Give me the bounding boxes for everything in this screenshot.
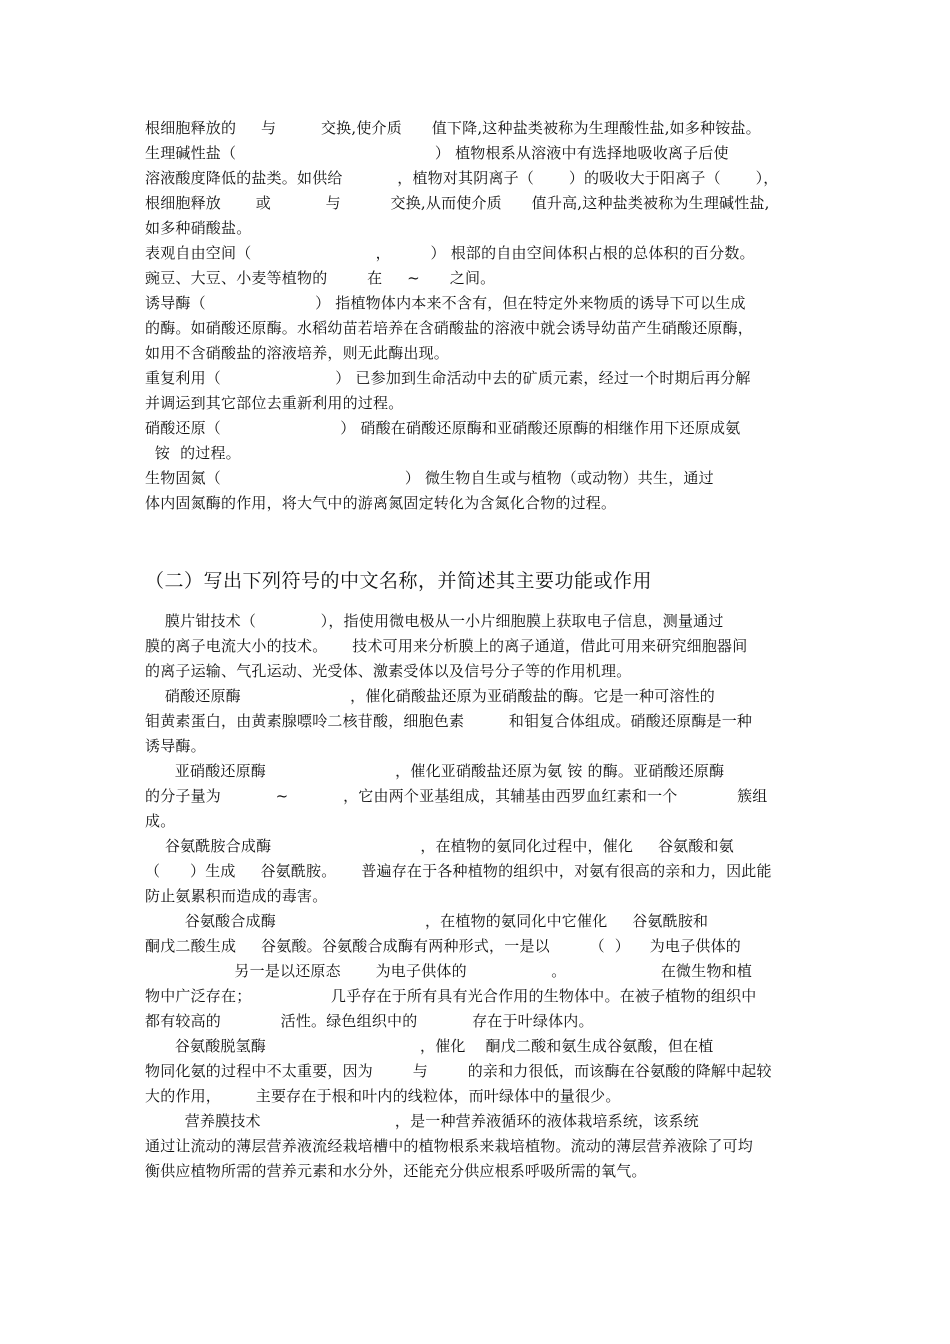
text-line: 物中广泛存在； 几乎存在于所有具有光合作用的生物体中。在被子植物的组织中 [145,987,757,1005]
text-line: 酮戊二酸生成 谷氨酸。谷氨酸合成酶有两种形式，一是以 （ ） 为电子供体的 [145,937,741,955]
text-line: 根细胞释放的 与 交换,使介质 值下降,这种盐类被称为生理酸性盐,如多种铵盐。 [145,119,761,137]
text-line: 硝酸还原酶 ，催化硝酸盐还原为亚硝酸盐的酶。它是一种可溶性的 [145,687,715,705]
text-line: 重复利用（ ） 已参加到生命活动中去的矿质元素，经过一个时期后再分解 [145,369,751,387]
text-line: 铵 的过程。 [145,444,241,462]
text-line: 体内固氮酶的作用，将大气中的游离氮固定转化为含氮化合物的过程。 [145,494,617,512]
text-line: 营养膜技术 ，是一种营养液循环的液体栽培系统，该系统 [145,1112,699,1130]
text-line: 大的作用， 主要存在于根和叶内的线粒体，而叶绿体中的量很少。 [145,1087,621,1105]
text-line: 谷氨酰胺合成酶 ，在植物的氨同化过程中，催化 谷氨酸和氨 [145,837,734,855]
text-line: 根细胞释放 或 与 交换,从而使介质 值升高,这种盐类被称为生理碱性盐, [145,194,770,212]
text-line: 诱导酶。 [145,737,206,755]
text-line: 谷氨酸合成酶 ，在植物的氨同化中它催化 谷氨酰胺和 [145,912,709,930]
text-line: 膜片钳技术（ ），指使用微电极从一小片细胞膜上获取电子信息，测量通过 [145,612,724,630]
text-line: 钼黄素蛋白，由黄素腺嘌呤二核苷酸，细胞色素 和钼复合体组成。硝酸还原酶是一种 [145,712,753,730]
text-line: 成。 [145,812,176,830]
text-line: 诱导酶（ ） 指植物体内本来不含有，但在特定外来物质的诱导下可以生成 [145,294,746,312]
text-line: 表观自由空间（ ， ） 根部的自由空间体积占根的总体积的百分数。 [145,244,755,262]
text-line: 生物固氮（ ） 微生物自生或与植物（或动物）共生，通过 [145,469,714,487]
text-line: 硝酸还原（ ） 硝酸在硝酸还原酶和亚硝酸还原酶的相继作用下还原成氨 [145,419,741,437]
text-line: 亚硝酸还原酶 ，催化亚硝酸盐还原为氨 铵 的酶。亚硝酸还原酶 [145,762,725,780]
text-line: 都有较高的 活性。绿色组织中的 存在于叶绿体内。 [145,1012,594,1030]
text-line: 谷氨酸脱氢酶 ，催化 酮戊二酸和氨生成谷氨酸，但在植 [145,1037,714,1055]
text-line: 另一是以还原态 为电子供体的 。 在微生物和植 [145,962,753,980]
section-2-heading: （二）写出下列符号的中文名称，并简述其主要功能或作用 [145,570,653,592]
text-line: 豌豆、大豆、小麦等植物的 在 ~ 之间。 [145,269,496,287]
text-line: 的离子运输、气孔运动、光受体、激素受体以及信号分子等的作用机理。 [145,662,632,680]
text-line: 防止氨累积而造成的毒害。 [145,887,328,905]
text-line: 溶液酸度降低的盐类。如供给 ，植物对其阴离子（ ）的吸收大于阳离子（ ）， [145,169,779,187]
text-line: 的分子量为 ~ ，它由两个亚基组成，其辅基由西罗血红素和一个 簇组 [145,787,768,805]
text-line: （ ）生成 谷氨酰胺。 普遍存在于各种植物的组织中，对氨有很高的亲和力，因此能 [145,862,772,880]
text-line: 通过让流动的薄层营养液流经栽培槽中的植物根系来栽培植物。流动的薄层营养液除了可均 [145,1137,754,1155]
text-line: 并调运到其它部位去重新利用的过程。 [145,394,404,412]
text-line: 的酶。如硝酸还原酶。水稻幼苗若培养在含硝酸盐的溶液中就会诱导幼苗产生硝酸还原酶， [145,319,754,337]
text-line: 如多种硝酸盐。 [145,219,252,237]
text-line: 生理碱性盐（ ） 植物根系从溶液中有选择地吸收离子后使 [145,144,729,162]
text-line: 膜的离子电流大小的技术。 技术可用来分析膜上的离子通道，借此可用来研究细胞器间 [145,637,748,655]
text-line: 物同化氨的过程中不太重要，因为 与 的亲和力很低，而该酶在谷氨酸的降解中起较 [145,1062,772,1080]
text-line: 如用不含硝酸盐的溶液培养，则无此酶出现。 [145,344,450,362]
text-line: 衡供应植物所需的营养元素和水分外，还能充分供应根系呼吸所需的氧气。 [145,1162,647,1180]
